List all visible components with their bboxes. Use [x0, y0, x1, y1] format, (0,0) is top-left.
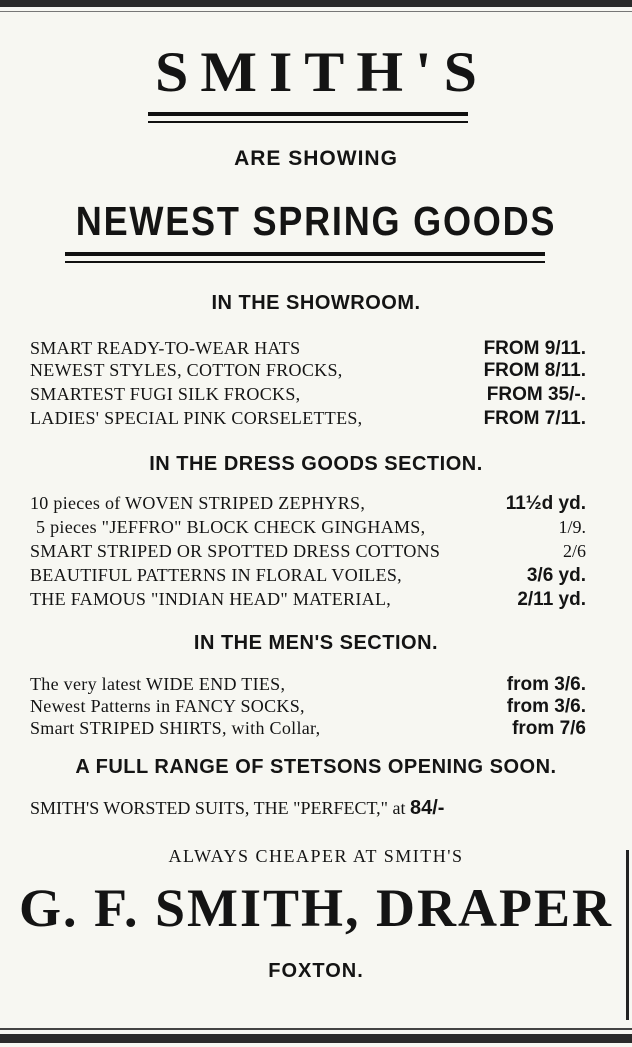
top-border — [0, 0, 632, 7]
list-item — [30, 493, 586, 515]
list-item — [30, 589, 586, 611]
item-description: Smart STRIPED SHIRTS, with Collar, — [30, 718, 321, 738]
item-price: 2/11 yd. — [517, 589, 586, 610]
item-description: LADIES' SPECIAL PINK CORSELETTES, — [30, 408, 363, 428]
bottom-border — [0, 1034, 632, 1043]
item-price: from 3/6. — [506, 696, 586, 717]
item-price: 2/6 — [562, 541, 586, 561]
headline-rule-thin — [65, 261, 545, 263]
item-price: 11½d yd. — [505, 493, 586, 514]
item-price: from 3/6. — [506, 674, 586, 695]
list-item — [30, 696, 586, 718]
list-item — [30, 718, 586, 740]
top-border-line — [0, 11, 632, 12]
title-rule-thin — [148, 121, 468, 123]
item-price: 3/6 yd. — [526, 565, 586, 586]
bottom-border-line — [0, 1028, 632, 1030]
list-item — [30, 565, 586, 587]
list-item — [30, 338, 586, 360]
item-price: FROM 8/11. — [483, 360, 586, 381]
item-description: Newest Patterns in FANCY SOCKS, — [30, 696, 305, 716]
headline: NEWEST SPRING GOODS — [75, 198, 557, 244]
item-price: from 7/6 — [512, 718, 586, 739]
item-price: FROM 35/-. — [486, 384, 586, 405]
list-item — [30, 408, 586, 430]
item-description: SMART READY-TO-WEAR HATS — [30, 338, 301, 358]
list-item — [30, 384, 586, 406]
section-heading-mens: IN THE MEN'S SECTION. — [193, 632, 439, 654]
item-description: SMARTEST FUGI SILK FROCKS, — [30, 384, 301, 404]
item-description: NEWEST STYLES, COTTON FROCKS, — [30, 360, 343, 380]
list-item — [30, 674, 586, 696]
item-description: 10 pieces of WOVEN STRIPED ZEPHYRS, — [30, 493, 366, 513]
worsted-price: 84/- — [409, 797, 445, 819]
title-rule-thick — [148, 112, 468, 116]
list-item — [30, 517, 586, 539]
subheading: ARE SHOWING — [234, 147, 398, 170]
worsted-suits-line — [30, 797, 444, 820]
list-item — [30, 541, 586, 563]
stetsons-announcement: A FULL RANGE OF STETSONS OPENING SOON. — [75, 756, 557, 778]
headline-rule-thick — [65, 252, 545, 256]
town-name: FOXTON. — [268, 960, 364, 982]
item-description: 5 pieces "JEFFRO" BLOCK CHECK GINGHAMS, — [36, 517, 426, 537]
slogan: ALWAYS CHEAPER AT SMITH'S — [168, 846, 464, 866]
item-price: 1/9. — [558, 517, 586, 537]
section-heading-dress-goods: IN THE DRESS GOODS SECTION. — [149, 453, 483, 475]
list-item — [30, 360, 586, 382]
store-title: SMITH'S — [154, 40, 490, 104]
right-border — [626, 850, 629, 1020]
draper-name: G. F. SMITH, DRAPER — [18, 878, 614, 938]
item-description: BEAUTIFUL PATTERNS IN FLORAL VOILES, — [30, 565, 402, 585]
item-price: FROM 9/11. — [483, 338, 586, 359]
item-price: FROM 7/11. — [483, 408, 586, 429]
worsted-description: SMITH'S WORSTED SUITS, THE "PERFECT," at — [30, 798, 406, 818]
item-description: SMART STRIPED OR SPOTTED DRESS COTTONS — [30, 541, 441, 561]
section-heading-showroom: IN THE SHOWROOM. — [211, 292, 421, 314]
item-description: The very latest WIDE END TIES, — [30, 674, 286, 694]
item-description: THE FAMOUS "INDIAN HEAD" MATERIAL, — [30, 589, 392, 609]
